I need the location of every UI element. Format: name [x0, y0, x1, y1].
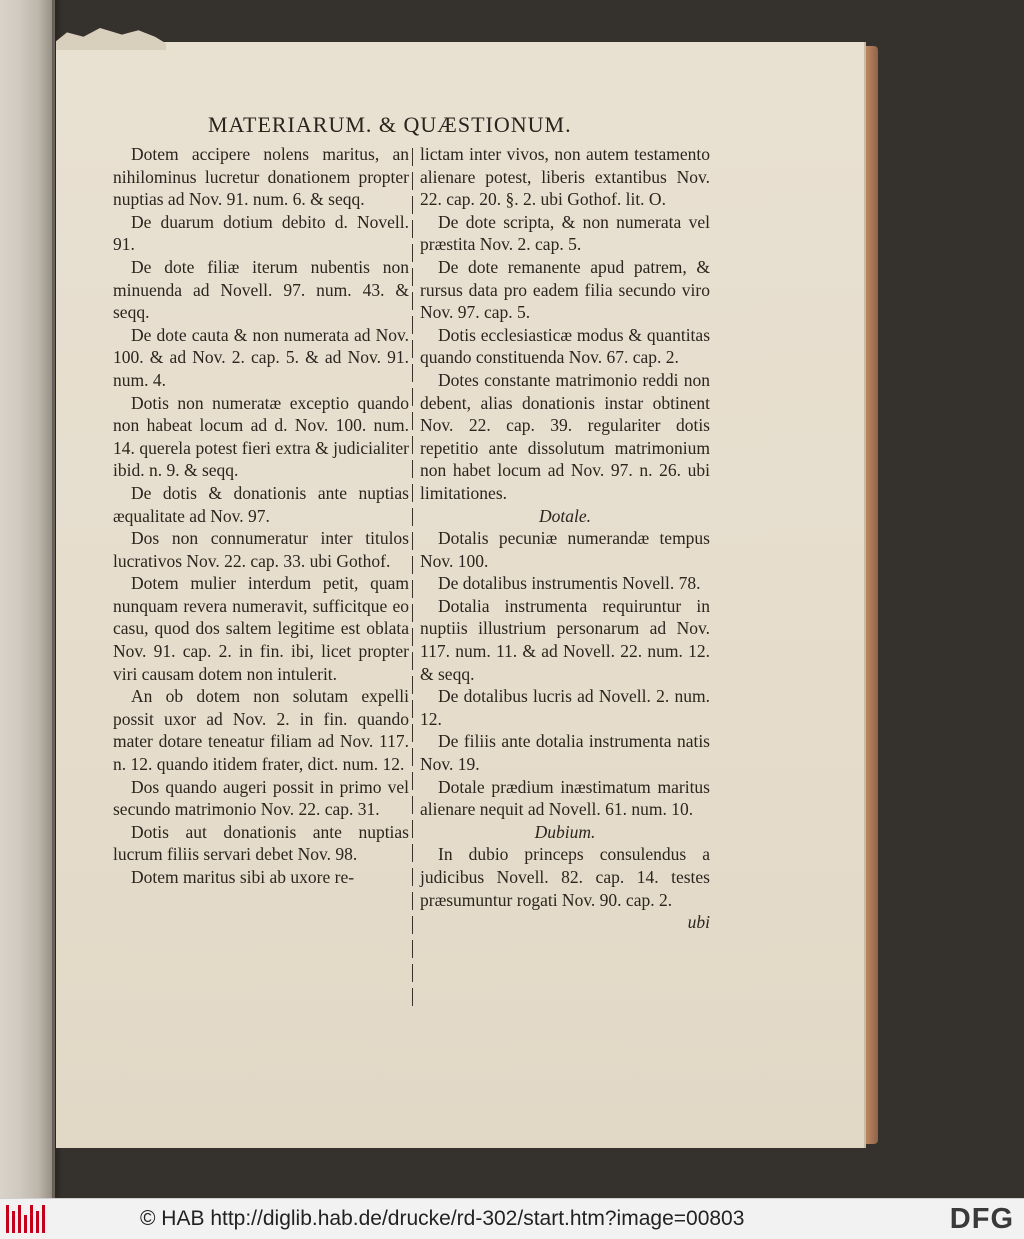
- right-text-column: [420, 143, 710, 934]
- dfg-logo: DFG: [949, 1203, 1014, 1235]
- entry-paragraph: Dotem mulier interdum petit, quam nunquam revera numeravit, sufficitque eo casu, quod dos saltem legitime est oblata Nov. 91. cap. 2. in fin. ibi, licet propter viri causam dotem non intulerit.: [113, 573, 409, 684]
- left-text-column: [113, 143, 409, 889]
- running-title: MATERIARUM. & QUÆSTIONUM.: [208, 112, 572, 137]
- entry-paragraph: Dos quando augeri possit in primo vel secundo matrimonio Nov. 22. cap. 31.: [113, 776, 409, 820]
- entry-paragraph: Dotis aut donationis ante nuptias lucrum filiis servari debet Nov. 98.: [113, 821, 409, 865]
- entry-paragraph: lictam inter vivos, non autem testamento alienare potest, liberis extantibus Nov. 22. cap. 20. §. 2. ubi Gothof. lit. O.: [420, 144, 710, 210]
- facing-page-edge: [0, 0, 55, 1198]
- entry-paragraph: Dotem accipere nolens maritus, an nihilominus lucretur donationem propter nuptias ad Nov. 91. num. 6. & seqq.: [113, 144, 409, 210]
- entry-paragraph: Dotalis pecuniæ numerandæ tempus Nov. 100.: [420, 528, 710, 571]
- entry-paragraph: An ob dotem non solutam expelli possit uxor ad Nov. 2. in fin. quando mater dotare teneatur filiam ad Nov. 117. n. 12. quando itidem frater, dict. num. 12.: [113, 686, 409, 775]
- entry-paragraph: Dotes constante matrimonio reddi non debent, alias donationis instar obtinent Nov. 22. cap. 39. regulariter dotis repetitio ante dissolutum matrimonium non habet locum ad Nov. 97. n. 26. ubi limitationes.: [420, 369, 710, 503]
- entry-paragraph: Dotalia instrumenta requiruntur in nuptiis illustrium personarum ad Nov. 117. num. 11. & ad Novell. 22. num. 12. & seqq.: [420, 595, 710, 684]
- entry-paragraph: In dubio princeps consulendus a judicibus Novell. 82. cap. 14. testes præsumuntur rogati Nov. 90. cap. 2.: [420, 844, 710, 910]
- entry-paragraph: De duarum dotium debito d. Novell. 91.: [113, 211, 409, 255]
- entry-paragraph: Dos non connumeratur inter titulos lucrativos Nov. 22. cap. 33. ubi Gothof.: [113, 528, 409, 571]
- entry-paragraph: De filiis ante dotalia instrumenta natis Nov. 19.: [420, 731, 710, 775]
- entry-paragraph: De dote filiæ iterum nubentis non minuenda ad Novell. 97. num. 43. & seqq.: [113, 256, 409, 323]
- entry-paragraph: Dotem maritus sibi ab uxore re-: [131, 867, 355, 887]
- copyright-url[interactable]: © HAB http://diglib.hab.de/drucke/rd-302/start.htm?image=00803: [140, 1207, 745, 1230]
- entry-paragraph: Dubium.: [534, 821, 596, 842]
- entry-paragraph: De dote cauta & non numerata ad Nov. 100. & ad Nov. 2. cap. 5. & ad Nov. 91. num. 4.: [113, 324, 409, 390]
- entry-paragraph: Dotale.: [538, 505, 591, 526]
- entry-paragraph: De dotalibus instrumentis Novell. 78.: [438, 573, 701, 594]
- entry-paragraph: ubi: [687, 912, 710, 933]
- hab-logo-icon: [6, 1205, 46, 1233]
- entry-paragraph: De dote scripta, & non numerata vel præstita Nov. 2. cap. 5.: [420, 211, 710, 255]
- entry-paragraph: Dotis ecclesiasticæ modus & quantitas quando constituenda Nov. 67. cap. 2.: [420, 324, 710, 368]
- entry-paragraph: De dotis & donationis ante nuptias æqualitate ad Nov. 97.: [113, 482, 409, 526]
- entry-paragraph: Dotis non numeratæ exceptio quando non habeat locum ad d. Nov. 100. num. 14. querela potest fieri extra & judicialiter ibid. n. 9. & seqq.: [113, 392, 409, 481]
- entry-paragraph: De dotalibus lucris ad Novell. 2. num. 12.: [420, 686, 710, 729]
- entry-paragraph: De dote remanente apud patrem, & rursus data pro eadem filia secundo viro Nov. 97. cap. 5.: [420, 256, 710, 323]
- footer-bar: [0, 1198, 1024, 1239]
- column-divider: [412, 148, 413, 1010]
- entry-paragraph: Dotale prædium inæstimatum maritus alienare nequit ad Novell. 61. num. 10.: [420, 776, 710, 820]
